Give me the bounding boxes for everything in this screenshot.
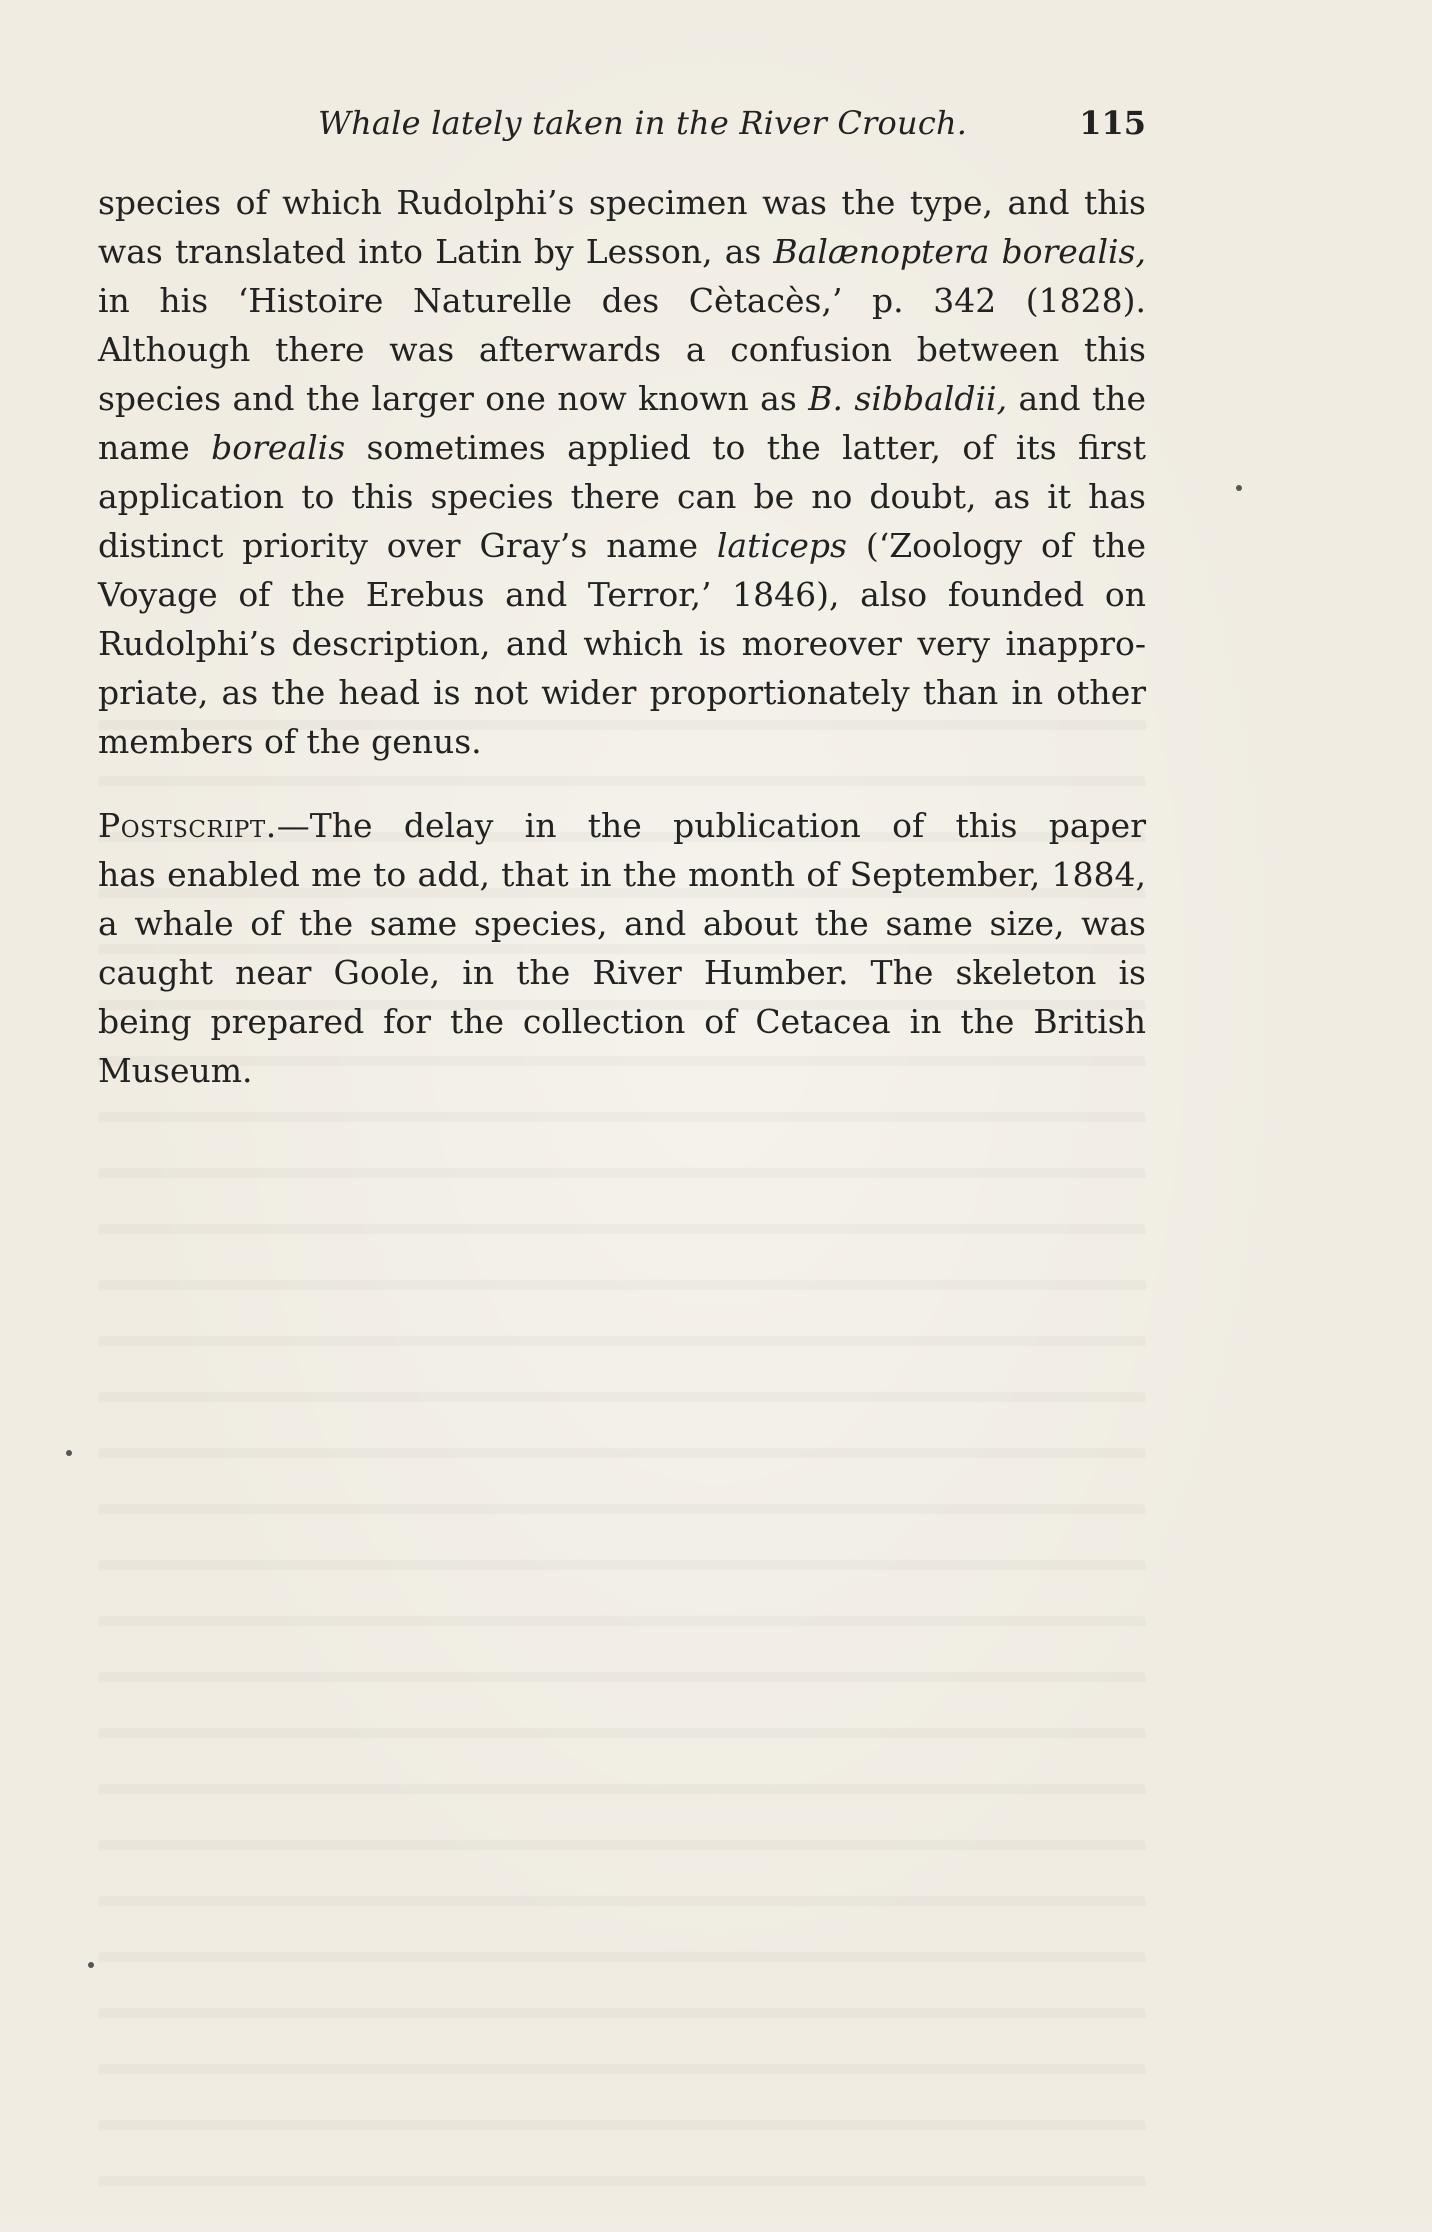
species-name: laticeps (716, 526, 847, 565)
text-span: —The delay in the publication of this paper (276, 806, 1146, 845)
text-line: Rudolphi’s description, and which is moreover very inappro- (98, 624, 1146, 663)
text-line: has enabled me to add, that in the month of September, 1884, (98, 855, 1146, 894)
paper-speck (1236, 485, 1242, 491)
text-line: caught near Goole, in the River Humber. The skeleton is (98, 953, 1146, 992)
text-span: sometimes applied to the latter, of its first (345, 428, 1146, 467)
text-span: (‘Zoology of the (846, 526, 1146, 565)
species-name: Balænoptera borealis, (773, 232, 1146, 271)
running-head (98, 100, 1146, 150)
page-number: 115 (1079, 104, 1146, 142)
text-line (98, 227, 1146, 276)
text-line: Voyage of the Erebus and Terror,’ 1846), also founded on (98, 575, 1146, 614)
text-line: Although there was afterwards a confusion between this (98, 330, 1146, 369)
text-span: was translated into Latin by Lesson, as (98, 232, 774, 271)
species-name: borealis (211, 428, 346, 467)
text-line: priate, as the head is not wider proportionately than in other (98, 673, 1146, 712)
text-span: distinct priority over Gray’s name (98, 526, 717, 565)
text-line (98, 423, 1146, 472)
running-title: Whale lately taken in the River Crouch. (318, 104, 968, 142)
body-text (98, 178, 1146, 1095)
text-line: members of the genus. (98, 722, 482, 761)
text-span: name (98, 428, 212, 467)
text-line: species of which Rudolphi’s specimen was the type, and this (98, 183, 1146, 222)
text-line (98, 521, 1146, 570)
paper-speck (66, 1450, 72, 1456)
text-line: Museum. (98, 1051, 253, 1090)
text-line (98, 801, 1146, 850)
paragraph-1 (98, 178, 1146, 766)
postscript-label: Postscript. (98, 806, 277, 845)
text-line: application to this species there can be no doubt, as it has (98, 477, 1146, 516)
text-line: in his ‘Histoire Naturelle des Cètacès,’ p. 342 (1828). (98, 281, 1146, 320)
text-line (98, 374, 1146, 423)
text-line: being prepared for the collection of Cetacea in the British (98, 1002, 1146, 1041)
species-name: B. sibbaldii, (808, 379, 1008, 418)
text-span: and the (1007, 379, 1147, 418)
paper-speck (88, 1962, 94, 1968)
text-span: species and the larger one now known as (98, 379, 809, 418)
text-line: a whale of the same species, and about the same size, was (98, 904, 1146, 943)
postscript-paragraph (98, 801, 1146, 1095)
paragraph-gap (98, 766, 1146, 801)
